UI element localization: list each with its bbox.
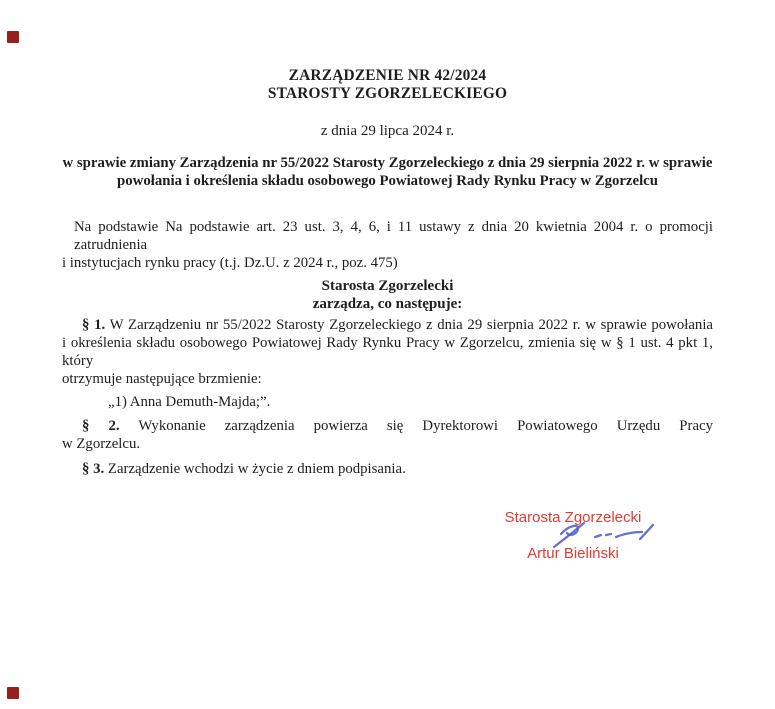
section-3-marker: § 3. — [82, 461, 105, 477]
amended-item-quote: „1) Anna Demuth-Majda;”. — [108, 394, 271, 410]
signature-ink-ticks — [595, 534, 611, 537]
section-2-paragraph — [62, 417, 713, 453]
section-1-line-3: otrzymuje następujące brzmienie: — [62, 371, 262, 387]
signature-name-stamp: Artur Bieliński — [527, 545, 619, 562]
document-subject — [62, 154, 713, 190]
section-3-text: Zarządzenie wchodzi w życie z dniem podpisania. — [107, 461, 406, 477]
legal-basis-paragraph — [62, 218, 713, 272]
legal-basis-line-1: Na podstawie Na podstawie art. 23 ust. 3, 4, 6, i 11 ustawy z dnia 20 kwietnia 2004 r. o promocji zatrudnienia — [74, 219, 713, 253]
section-2-line-2: w Zgorzelcu. — [62, 436, 141, 452]
section-2-marker: § 2. — [82, 418, 120, 434]
subject-line-2: powołania i określenia składu osobowego Powiatowej Rady Rynku Pracy w Zgorzelcu — [117, 173, 658, 189]
ordaining-clause — [62, 277, 713, 313]
section-1-paragraph — [62, 316, 713, 388]
title-line-1: ZARZĄDZENIE NR 42/2024 — [288, 67, 487, 84]
document-title — [62, 67, 713, 103]
signature-ink-end-slash — [640, 525, 653, 539]
signature-ink-dash — [616, 532, 642, 537]
subject-line-1: w sprawie zmiany Zarządzenia nr 55/2022 Starosty Zgorzeleckiego z dnia 29 sierpnia 2022 r. w sprawie — [62, 155, 713, 171]
section-3-paragraph — [62, 460, 713, 478]
section-2-line-1-text: Wykonanie zarządzenia powierza się Dyrektorowi Powiatowego Urzędu Pracy — [138, 418, 713, 434]
section-2-line-1 — [62, 417, 713, 435]
section-1-line-1 — [62, 316, 713, 334]
section-1-line-2: i określenia składu osobowego Powiatowej Rady Rynku Pracy w Zgorzelcu, zmienia się w § 1 ust. 4 pkt 1, który — [62, 335, 713, 369]
ordaining-line-2: zarządza, co następuje: — [312, 296, 463, 312]
document-date: z dnia 29 lipca 2024 r. — [320, 123, 455, 139]
signature-block — [478, 508, 668, 563]
section-1-line-1-text: W Zarządzeniu nr 55/2022 Starosty Zgorzeleckiego z dnia 29 sierpnia 2022 r. w sprawie powołania — [109, 317, 713, 333]
section-1-marker: § 1. — [82, 317, 106, 333]
title-line-2: STAROSTY ZGORZELECKIEGO — [267, 85, 508, 102]
legal-basis-line-2: i instytucjach rynku pracy (t.j. Dz.U. z 2024 r., poz. 475) — [62, 255, 398, 271]
signature-ink-loop — [561, 526, 578, 535]
ordaining-line-1: Starosta Zgorzelecki — [321, 278, 454, 294]
signature-role-stamp: Starosta Zgorzelecki — [504, 509, 642, 526]
